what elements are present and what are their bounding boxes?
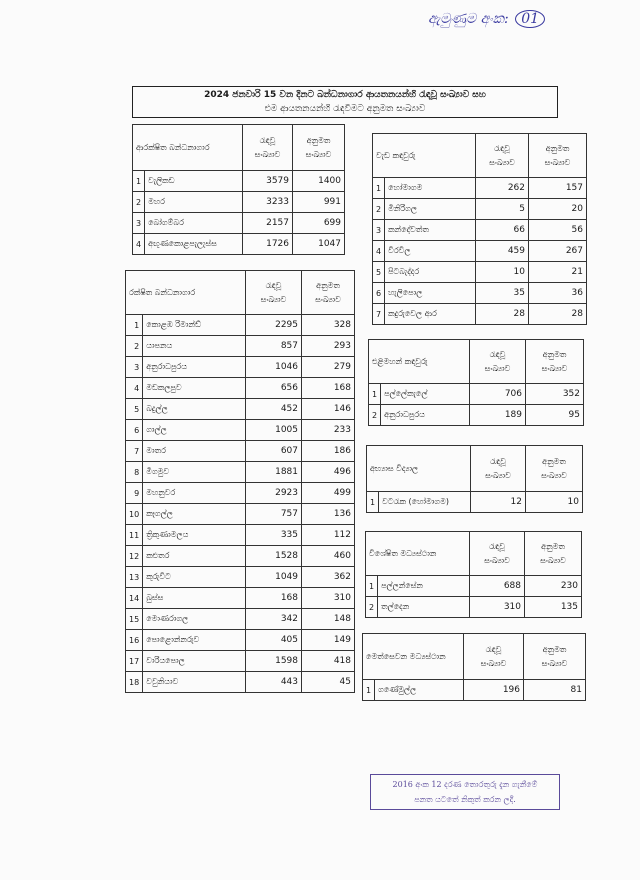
institution-name: බෝගම්බර [145,213,243,234]
table-heading: විශේෂිත මධ්‍යස්ථාන [366,532,470,576]
detained-header-line-1: රැඳවූ [490,456,506,466]
approved-count: 699 [293,213,345,234]
approved-count: 112 [302,525,355,546]
approved-column-header [524,634,586,680]
approved-count: 352 [526,384,584,405]
table-header-row [367,446,583,492]
row-number: 9 [126,483,143,504]
institution-name: පල්ලේකැලේ [381,384,470,405]
detained-count: 342 [246,609,302,630]
table-row [126,357,355,378]
detained-header-line-1: රැඳවූ [485,644,502,654]
approved-count: 149 [302,630,355,651]
row-number: 2 [373,199,385,220]
approved-header-line-2: සංඛ්‍යාව [541,658,568,668]
approved-header-line-1: අනුමත [542,349,567,359]
row-number: 7 [373,304,385,325]
approved-header-line-1: අනුමත [316,280,340,290]
table-header-row [366,532,582,576]
approved-header-line-2: සංඛ්‍යාව [544,157,571,167]
table-row [133,192,345,213]
row-number: 1 [366,576,378,597]
institution-name: කදුරුවෙල ආර [385,304,476,325]
row-number: 11 [126,525,143,546]
row-number: 17 [126,651,143,672]
institution-name: කළුතර [143,546,246,567]
table-header-row [373,134,587,178]
approved-count: 230 [525,576,582,597]
detained-count: 262 [476,178,529,199]
table-row [363,680,586,701]
table-row [133,213,345,234]
title-line-1: 2024 ජනවාරි 15 වන දිනට බන්ධනාගාර ආයතනයන්හි රැඳවූ සංඛ්‍යාව සහ [204,90,486,100]
approved-count: 186 [302,441,355,462]
institution-name: අනුරාධපුරය [381,405,470,426]
approved-count: 496 [302,462,355,483]
approved-header-line-2: සංඛ්‍යාව [315,294,341,304]
row-number: 5 [126,399,143,420]
table-row [126,588,355,609]
detained-count: 757 [246,504,302,525]
detained-count: 3233 [243,192,293,213]
approved-count: 10 [526,492,583,513]
detained-column-header [246,271,302,315]
approved-count: 146 [302,399,355,420]
approved-header-line-1: අනුමත [306,135,331,145]
detained-header-line-2: සංඛ්‍යාව [489,157,515,167]
table-row [133,234,345,255]
approved-count: 135 [525,597,582,618]
approved-column-header [293,125,345,171]
institution-name: ගාල්ල [143,420,246,441]
row-number: 2 [126,336,143,357]
institution-name: මඩකලපුව [143,378,246,399]
detained-header-line-2: සංඛ්‍යාව [485,470,511,480]
row-number: 6 [126,420,143,441]
institution-name: බුස්ස [143,588,246,609]
open-camps-table [368,339,584,426]
institution-name: මීගමුව [143,462,246,483]
detained-count: 1049 [246,567,302,588]
row-number: 3 [133,213,145,234]
approved-count: 418 [302,651,355,672]
approved-count: 148 [302,609,355,630]
row-number: 3 [126,357,143,378]
institution-name: මිනිරිගල [385,199,476,220]
approved-count: 310 [302,588,355,609]
title-line-2: එම ආයතනයන්හි රැඳවීමට අනුමත සංඛ්‍යාව [264,104,426,114]
table-heading: අභ්‍යාස විද්‍යාල [367,446,471,492]
approved-count: 362 [302,567,355,588]
detained-count: 10 [476,262,529,283]
stamp-line-1: 2016 අංක 12 දරණ තොරතුරු දැන ගැනීමේ [392,780,538,789]
table-row [126,567,355,588]
table-row [126,420,355,441]
table-row [369,405,584,426]
detained-count: 1881 [246,462,302,483]
detained-count: 168 [246,588,302,609]
approved-count: 36 [529,283,587,304]
table-heading: වැඩ කඳවුරු [373,134,476,178]
table-row [373,241,587,262]
detained-column-header [243,125,293,171]
approved-count: 233 [302,420,355,441]
detained-count: 1005 [246,420,302,441]
approved-count: 279 [302,357,355,378]
table-row [369,384,584,405]
detained-header-line-1: රැඳවූ [265,280,282,290]
approved-count: 45 [302,672,355,693]
remand-prisons-table [125,270,355,693]
detained-header-line-1: රැඳවූ [489,349,506,359]
table-header-row [369,340,584,384]
institution-name: ගණේමුල්ල [375,680,464,701]
detained-header-line-2: සංඛ්‍යාව [480,658,507,668]
approved-header-line-1: අනුමත [542,644,567,654]
detained-column-header [476,134,529,178]
detained-column-header [470,532,525,576]
row-number: 4 [126,378,143,399]
row-number: 1 [367,492,379,513]
approved-count: 157 [529,178,587,199]
approved-count: 499 [302,483,355,504]
detained-count: 1726 [243,234,293,255]
institution-name: යාපනය [143,336,246,357]
table-row [373,220,587,241]
table-row [126,462,355,483]
institution-name: හෝමාගම [385,178,476,199]
table-row [126,609,355,630]
approved-header-line-2: සංඛ්‍යාව [540,555,566,565]
row-number: 1 [126,315,143,336]
table-heading: රක්ෂිත බන්ධනාගාර [126,271,246,315]
table-row [373,178,587,199]
row-number: 16 [126,630,143,651]
detained-column-header [464,634,524,680]
row-number: 18 [126,672,143,693]
institution-name: කෑගල්ල [143,504,246,525]
institution-name: පොළොන්නරුව [143,630,246,651]
approved-count: 991 [293,192,345,213]
institution-name: මාතර [143,441,246,462]
detained-count: 189 [470,405,526,426]
detained-count: 607 [246,441,302,462]
detained-header-line-1: රැඳවූ [259,135,276,145]
table-row [126,525,355,546]
table-row [126,315,355,336]
approved-count: 267 [529,241,587,262]
row-number: 14 [126,588,143,609]
institution-name: මහනුවර [143,483,246,504]
detained-count: 28 [476,304,529,325]
row-number: 2 [369,405,381,426]
table-heading: මෙත්සෙවන මධ්‍යස්ථාන [363,634,464,680]
table-row [366,576,582,597]
table-row [366,597,582,618]
special-centres-table [365,531,582,618]
table-row [126,504,355,525]
institution-name: මොණරාගල [143,609,246,630]
training-school-table [366,445,583,513]
approved-header-line-1: අනුමත [541,541,565,551]
detained-column-header [471,446,526,492]
detained-count: 1528 [246,546,302,567]
detained-count: 459 [476,241,529,262]
drug-centres-table [362,633,586,701]
row-number: 8 [126,462,143,483]
table-row [126,399,355,420]
row-number: 5 [373,262,385,283]
annexure-label: ඇමුණුම අංක: [428,11,509,27]
institution-name: වටරැක (හෝමාගම) [379,492,471,513]
table-row [133,171,345,192]
table-row [373,304,587,325]
institution-name: මහර [145,192,243,213]
row-number: 2 [366,597,378,618]
table-heading: ආරක්ෂිත බන්ධනාගාර [133,125,243,171]
approved-header-line-1: අනුමත [545,143,570,153]
document-title [132,86,558,118]
annexure-note [428,10,545,28]
approved-count: 328 [302,315,355,336]
institution-name: බදුල්ල [143,399,246,420]
table-row [126,441,355,462]
row-number: 13 [126,567,143,588]
detained-count: 857 [246,336,302,357]
table-row [367,492,583,513]
approved-count: 1400 [293,171,345,192]
table-row [373,199,587,220]
row-number: 4 [133,234,145,255]
approved-count: 168 [302,378,355,399]
detained-count: 2157 [243,213,293,234]
approved-header-line-2: සංඛ්‍යාව [305,149,332,159]
institution-name: ත්‍රිකුණාමලය [143,525,246,546]
detained-count: 2923 [246,483,302,504]
detained-header-line-2: සංඛ්‍යාව [254,149,281,159]
table-heading: එළිමහන් කඳවුරු [369,340,470,384]
table-row [373,283,587,304]
detained-count: 452 [246,399,302,420]
detained-count: 1046 [246,357,302,378]
approved-count: 28 [529,304,587,325]
institution-name: පිටබැද්දර [385,262,476,283]
detained-header-line-2: සංඛ්‍යාව [260,294,287,304]
detained-count: 66 [476,220,529,241]
approved-count: 81 [524,680,586,701]
row-number: 4 [373,241,385,262]
approved-count: 1047 [293,234,345,255]
detained-count: 656 [246,378,302,399]
detained-count: 405 [246,630,302,651]
row-number: 7 [126,441,143,462]
institution-name: අනුරාධපුරය [143,357,246,378]
institution-name: තල්දෙන [378,597,470,618]
approved-count: 21 [529,262,587,283]
closed-prisons-table [132,124,345,255]
table-row [126,336,355,357]
institution-name: වැලිකඩ [145,171,243,192]
institution-name: හැලිපොල [385,283,476,304]
table-header-row [363,634,586,680]
approved-count: 20 [529,199,587,220]
detained-count: 706 [470,384,526,405]
institution-name: කන්දේවත්ත [385,220,476,241]
annexure-number: 01 [515,10,545,28]
rti-stamp [370,774,560,810]
row-number: 1 [373,178,385,199]
institution-name: වාරියපොල [143,651,246,672]
approved-count: 293 [302,336,355,357]
row-number: 3 [373,220,385,241]
table-row [126,546,355,567]
detained-count: 2295 [246,315,302,336]
detained-count: 35 [476,283,529,304]
row-number: 10 [126,504,143,525]
table-row [126,378,355,399]
detained-header-line-1: රැඳවූ [489,541,505,551]
table-row [373,262,587,283]
detained-count: 310 [470,597,525,618]
institution-name: අඟුණකොළපැලැස්ස [145,234,243,255]
row-number: 1 [369,384,381,405]
approved-column-header [302,271,355,315]
approved-header-line-2: සංඛ්‍යාව [541,363,568,373]
detained-header-line-1: රැඳවූ [494,143,510,153]
institution-name: කොළඹ රිමාන්ඩ් [143,315,246,336]
table-row [126,483,355,504]
table-row [126,651,355,672]
table-row [126,672,355,693]
institution-name: කුරුවිට [143,567,246,588]
table-row [126,630,355,651]
detained-count: 688 [470,576,525,597]
detained-count: 443 [246,672,302,693]
approved-column-header [525,532,582,576]
institution-name: වවුනියාව [143,672,246,693]
detained-count: 5 [476,199,529,220]
row-number: 6 [373,283,385,304]
approved-count: 56 [529,220,587,241]
approved-count: 136 [302,504,355,525]
row-number: 12 [126,546,143,567]
institution-name: පල්ලන්සේන [378,576,470,597]
row-number: 2 [133,192,145,213]
row-number: 15 [126,609,143,630]
detained-count: 12 [471,492,526,513]
detained-header-line-2: සංඛ්‍යාව [484,555,510,565]
work-camps-table [372,133,587,325]
detained-column-header [470,340,526,384]
detained-count: 196 [464,680,524,701]
approved-count: 460 [302,546,355,567]
detained-count: 335 [246,525,302,546]
approved-header-line-2: සංඛ්‍යාව [541,470,567,480]
detained-header-line-2: සංඛ්‍යාව [484,363,511,373]
row-number: 1 [133,171,145,192]
detained-count: 1598 [246,651,302,672]
approved-count: 95 [526,405,584,426]
detained-count: 3579 [243,171,293,192]
approved-column-header [526,340,584,384]
stamp-line-2: පනත යටතේ නිකුත් කරන ලදී. [414,795,516,804]
approved-column-header [529,134,587,178]
table-header-row [126,271,355,315]
table-header-row [133,125,345,171]
approved-column-header [526,446,583,492]
row-number: 1 [363,680,375,701]
approved-header-line-1: අනුමත [542,456,566,466]
institution-name: වීරවිල [385,241,476,262]
